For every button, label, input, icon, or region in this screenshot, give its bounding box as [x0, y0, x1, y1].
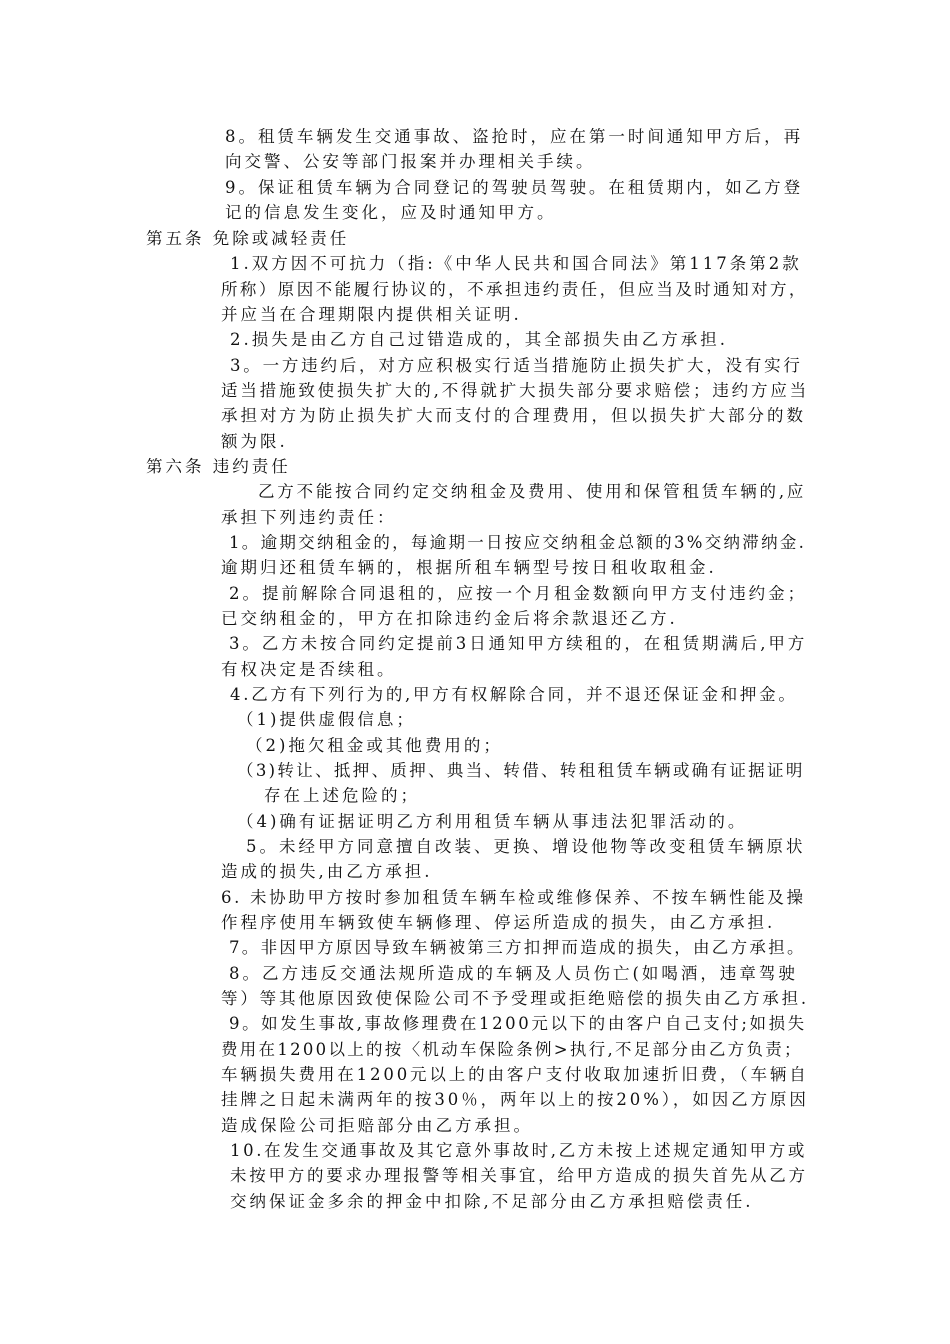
text-line: 造成的损失,由乙方承担. — [221, 862, 433, 881]
text-line: 9。如发生事故,事故修理费在1200元以下的由客户自己支付;如损失 — [229, 1014, 807, 1033]
text-line: 造成保险公司拒赔部分由乙方承担。 — [221, 1116, 533, 1135]
section-heading: 第五条 免除或减轻责任 — [146, 229, 350, 248]
text-line: 等）等其他原因致使保险公司不予受理或拒绝赔偿的损失由乙方承担. — [221, 989, 809, 1008]
text-line: 挂牌之日起未满两年的按30％，两年以上的按20%），如因乙方原因 — [221, 1090, 809, 1109]
text-line: 未按甲方的要求办理报警等相关事宜，给甲方造成的损失首先从乙方 — [230, 1166, 808, 1185]
text-line: 有权决定是否续租。 — [221, 660, 397, 679]
text-line: 记的信息发生变化，应及时通知甲方。 — [225, 203, 557, 222]
text-line: 2.损失是由乙方自己过错造成的，其全部损失由乙方承担. — [230, 330, 728, 349]
text-line: 承担对方为防止损失扩大而支付的合理费用，但以损失扩大部分的数 — [221, 406, 806, 425]
text-line: （4)确有证据证明乙方利用租赁车辆从事违法犯罪活动的。 — [237, 812, 748, 831]
text-line: 适当措施致使损失扩大的,不得就扩大损失部分要求赔偿；违约方应当 — [221, 381, 809, 400]
text-line: 5。未经甲方同意擅自改装、更换、增设他物等改变租赁车辆原状 — [246, 837, 806, 856]
text-line: 3。乙方未按合同约定提前3日通知甲方续租的，在租赁期满后,甲方 — [229, 634, 808, 653]
text-line: 逾期归还租赁车辆的，根据所租车辆型号按日租收取租金. — [221, 558, 717, 577]
text-line: （2)拖欠租金或其他费用的； — [246, 736, 503, 755]
text-line: 6. 未协助甲方按时参加租赁车辆车检或维修保养、不按车辆性能及操 — [221, 888, 806, 907]
text-line: 并应当在合理期限内提供相关证明. — [221, 305, 522, 324]
text-line: 10.在发生交通事故及其它意外事故时,乙方未按上述规定通知甲方或 — [230, 1141, 808, 1160]
text-line: 已交纳租金的，甲方在扣除违约金后将余款退还乙方. — [221, 609, 678, 628]
text-line: 向交警、公安等部门报案并办理相关手续。 — [225, 152, 596, 171]
text-line: 8。乙方违反交通法规所造成的车辆及人员伤亡(如喝酒，违章驾驶 — [229, 964, 798, 983]
text-line: 7。非因甲方原因导致车辆被第三方扣押而造成的损失，由乙方承担。 — [229, 938, 806, 957]
text-line: 费用在1200以上的按〈机动车保险条例>执行,不足部分由乙方负责； — [221, 1040, 803, 1059]
text-line: 额为限. — [221, 432, 288, 451]
text-line: 存在上述危险的； — [264, 786, 420, 805]
text-line: 所称）原因不能履行协议的，不承担违约责任，但应当及时通知对方， — [221, 280, 808, 299]
text-line: 乙方不能按合同约定交纳租金及费用、使用和保管租赁车辆的,应 — [258, 482, 807, 501]
text-line: 1.双方因不可抗力（指:《中华人民共和国合同法》第117条第2款 — [230, 254, 802, 273]
text-line: 作程序使用车辆致使车辆修理、停运所造成的损失，由乙方承担. — [221, 913, 776, 932]
text-line: 车辆损失费用在1200元以上的由客户支付收取加速折旧费，（车辆自 — [221, 1065, 809, 1084]
text-line: 承担下列违约责任： — [221, 508, 397, 527]
text-line: 3。一方违约后，对方应积极实行适当措施防止损失扩大，没有实行 — [230, 356, 803, 375]
text-line: 8。租赁车辆发生交通事故、盗抢时，应在第一时间通知甲方后，再 — [225, 127, 804, 146]
text-line: 交纳保证金多余的押金中扣除,不足部分由乙方承担赔偿责任. — [230, 1192, 754, 1211]
text-line: （1)提供虚假信息； — [237, 710, 416, 729]
text-line: 2。提前解除合同退租的，应按一个月租金数额向甲方支付违约金； — [229, 584, 808, 603]
section-heading: 第六条 违约责任 — [146, 457, 291, 476]
text-line: 1。逾期交纳租金的，每逾期一日按应交纳租金总额的3%交纳滞纳金. — [229, 533, 807, 552]
text-line: （3)转让、抵押、质押、典当、转借、转租租赁车辆或确有证据证明 — [237, 761, 805, 780]
text-line: 4.乙方有下列行为的,甲方有权解除合同，并不退还保证金和押金。 — [230, 685, 798, 704]
text-line: 9。保证租赁车辆为合同登记的驾驶员驾驶。在租赁期内，如乙方登 — [225, 178, 804, 197]
